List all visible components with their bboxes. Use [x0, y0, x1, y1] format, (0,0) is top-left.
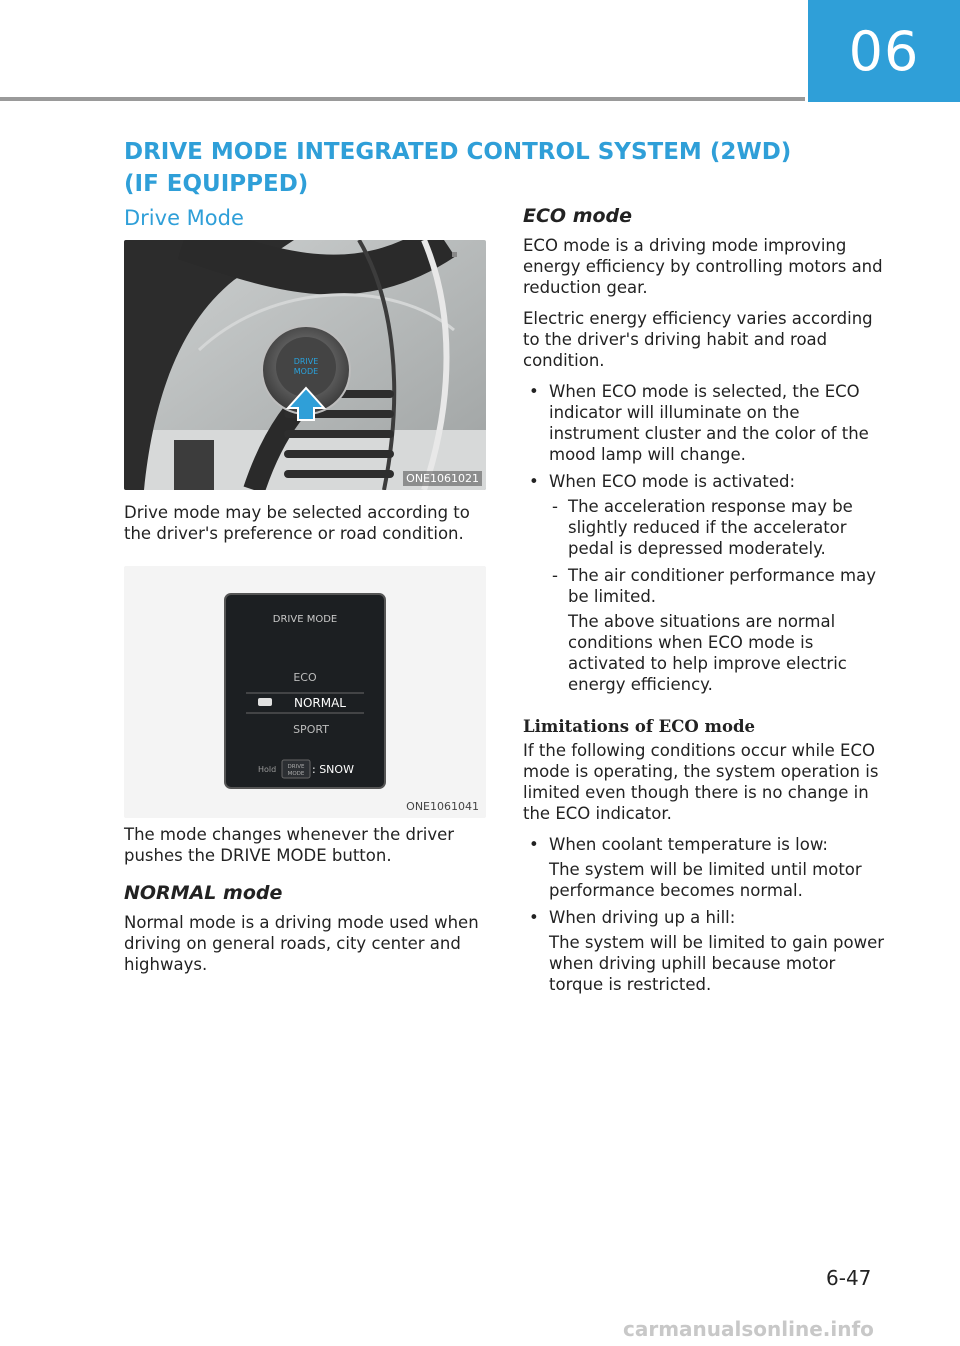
limitation-hill-text: When driving up a hill:: [549, 908, 736, 927]
section-title: [124, 136, 804, 200]
drive-mode-intro: Drive mode may be selected according to the driver's preference or road condition.: [124, 503, 470, 543]
hold-option: : SNOW: [312, 763, 354, 776]
watermark: carmanualsonline.info: [623, 1317, 874, 1341]
limitation-hill: [523, 907, 888, 995]
dash-air-conditioner-text: The air conditioner performance may be limited.: [568, 566, 876, 606]
button-label-line2: MODE: [293, 367, 319, 376]
eco-bullet-selected: • When ECO mode is selected, the ECO indicator will illuminate on the instrument cluster and the color of the mood lamp will change.: [523, 381, 888, 465]
figure-cluster-display: [124, 566, 486, 818]
eco-bullets: [523, 381, 888, 695]
section-title-line2: (IF EQUIPPED): [124, 171, 309, 197]
limitation-coolant-sub: The system will be limited until motor performance becomes normal.: [549, 860, 862, 900]
eco-mode-text-2: Electric energy efficiency varies according to the driver's driving habit and road condition.: [523, 309, 873, 370]
limitation-bullets: [523, 834, 888, 995]
mode-change-text: The mode changes whenever the driver pushes the DRIVE MODE button.: [124, 825, 455, 865]
normal-mode-text: Normal mode is a driving mode used when driving on general roads, city center and highways.: [124, 913, 479, 974]
eco-mode-title: ECO mode: [523, 205, 633, 227]
option-eco: ECO: [293, 671, 317, 684]
steering-wheel-illustration: [124, 240, 486, 490]
dash-acceleration: - The acceleration response may be slightly reduced if the accelerator pedal is depressed moderately.: [549, 496, 888, 559]
header-rule: [0, 97, 805, 101]
eco-activated-dashes: [549, 496, 888, 695]
left-column: [124, 200, 486, 985]
dash-note: The above situations are normal conditions when ECO mode is activated to help improve electric energy efficiency.: [568, 612, 847, 694]
chapter-tab: 06: [808, 0, 960, 102]
limitation-coolant: [523, 834, 888, 901]
limitations-text: If the following conditions occur while ECO mode is operating, the system operation is limited even though there is no change in the ECO indicator.: [523, 741, 879, 823]
eco-mode-text-1: ECO mode is a driving mode improving energy efficiency by controlling motors and reduction gear.: [523, 236, 883, 297]
page-number: 6-47: [826, 1266, 872, 1290]
right-column: [523, 200, 888, 1001]
limitation-coolant-text: When coolant temperature is low:: [549, 835, 828, 854]
figure2-code: ONE1061041: [406, 800, 479, 813]
eco-bullet-activated: [523, 471, 888, 695]
section-title-line1: DRIVE MODE INTEGRATED CONTROL SYSTEM (2WD): [124, 139, 792, 165]
limitation-hill-sub: The system will be limited to gain power when driving uphill because motor torque is restricted.: [549, 933, 885, 994]
hold-button-line2: MODE: [287, 771, 305, 777]
option-normal: NORMAL: [293, 696, 347, 710]
car-icon: [258, 698, 272, 706]
button-label-line1: DRIVE: [293, 357, 319, 366]
hold-label: Hold: [258, 765, 277, 774]
option-sport: SPORT: [293, 723, 329, 736]
normal-mode-title: NORMAL mode: [124, 882, 283, 904]
figure-drive-mode-button: [124, 240, 486, 490]
screen-title: DRIVE MODE: [272, 614, 338, 625]
dash-air-conditioner: [549, 565, 888, 695]
limitations-title: Limitations of ECO mode: [523, 717, 756, 736]
eco-bullet-activated-text: When ECO mode is activated:: [549, 472, 796, 491]
figure1-code: ONE1061021: [403, 471, 482, 486]
cluster-display-illustration: [124, 566, 486, 818]
hold-button-line1: DRIVE: [287, 764, 305, 770]
drive-mode-subtitle: Drive Mode: [124, 206, 244, 230]
